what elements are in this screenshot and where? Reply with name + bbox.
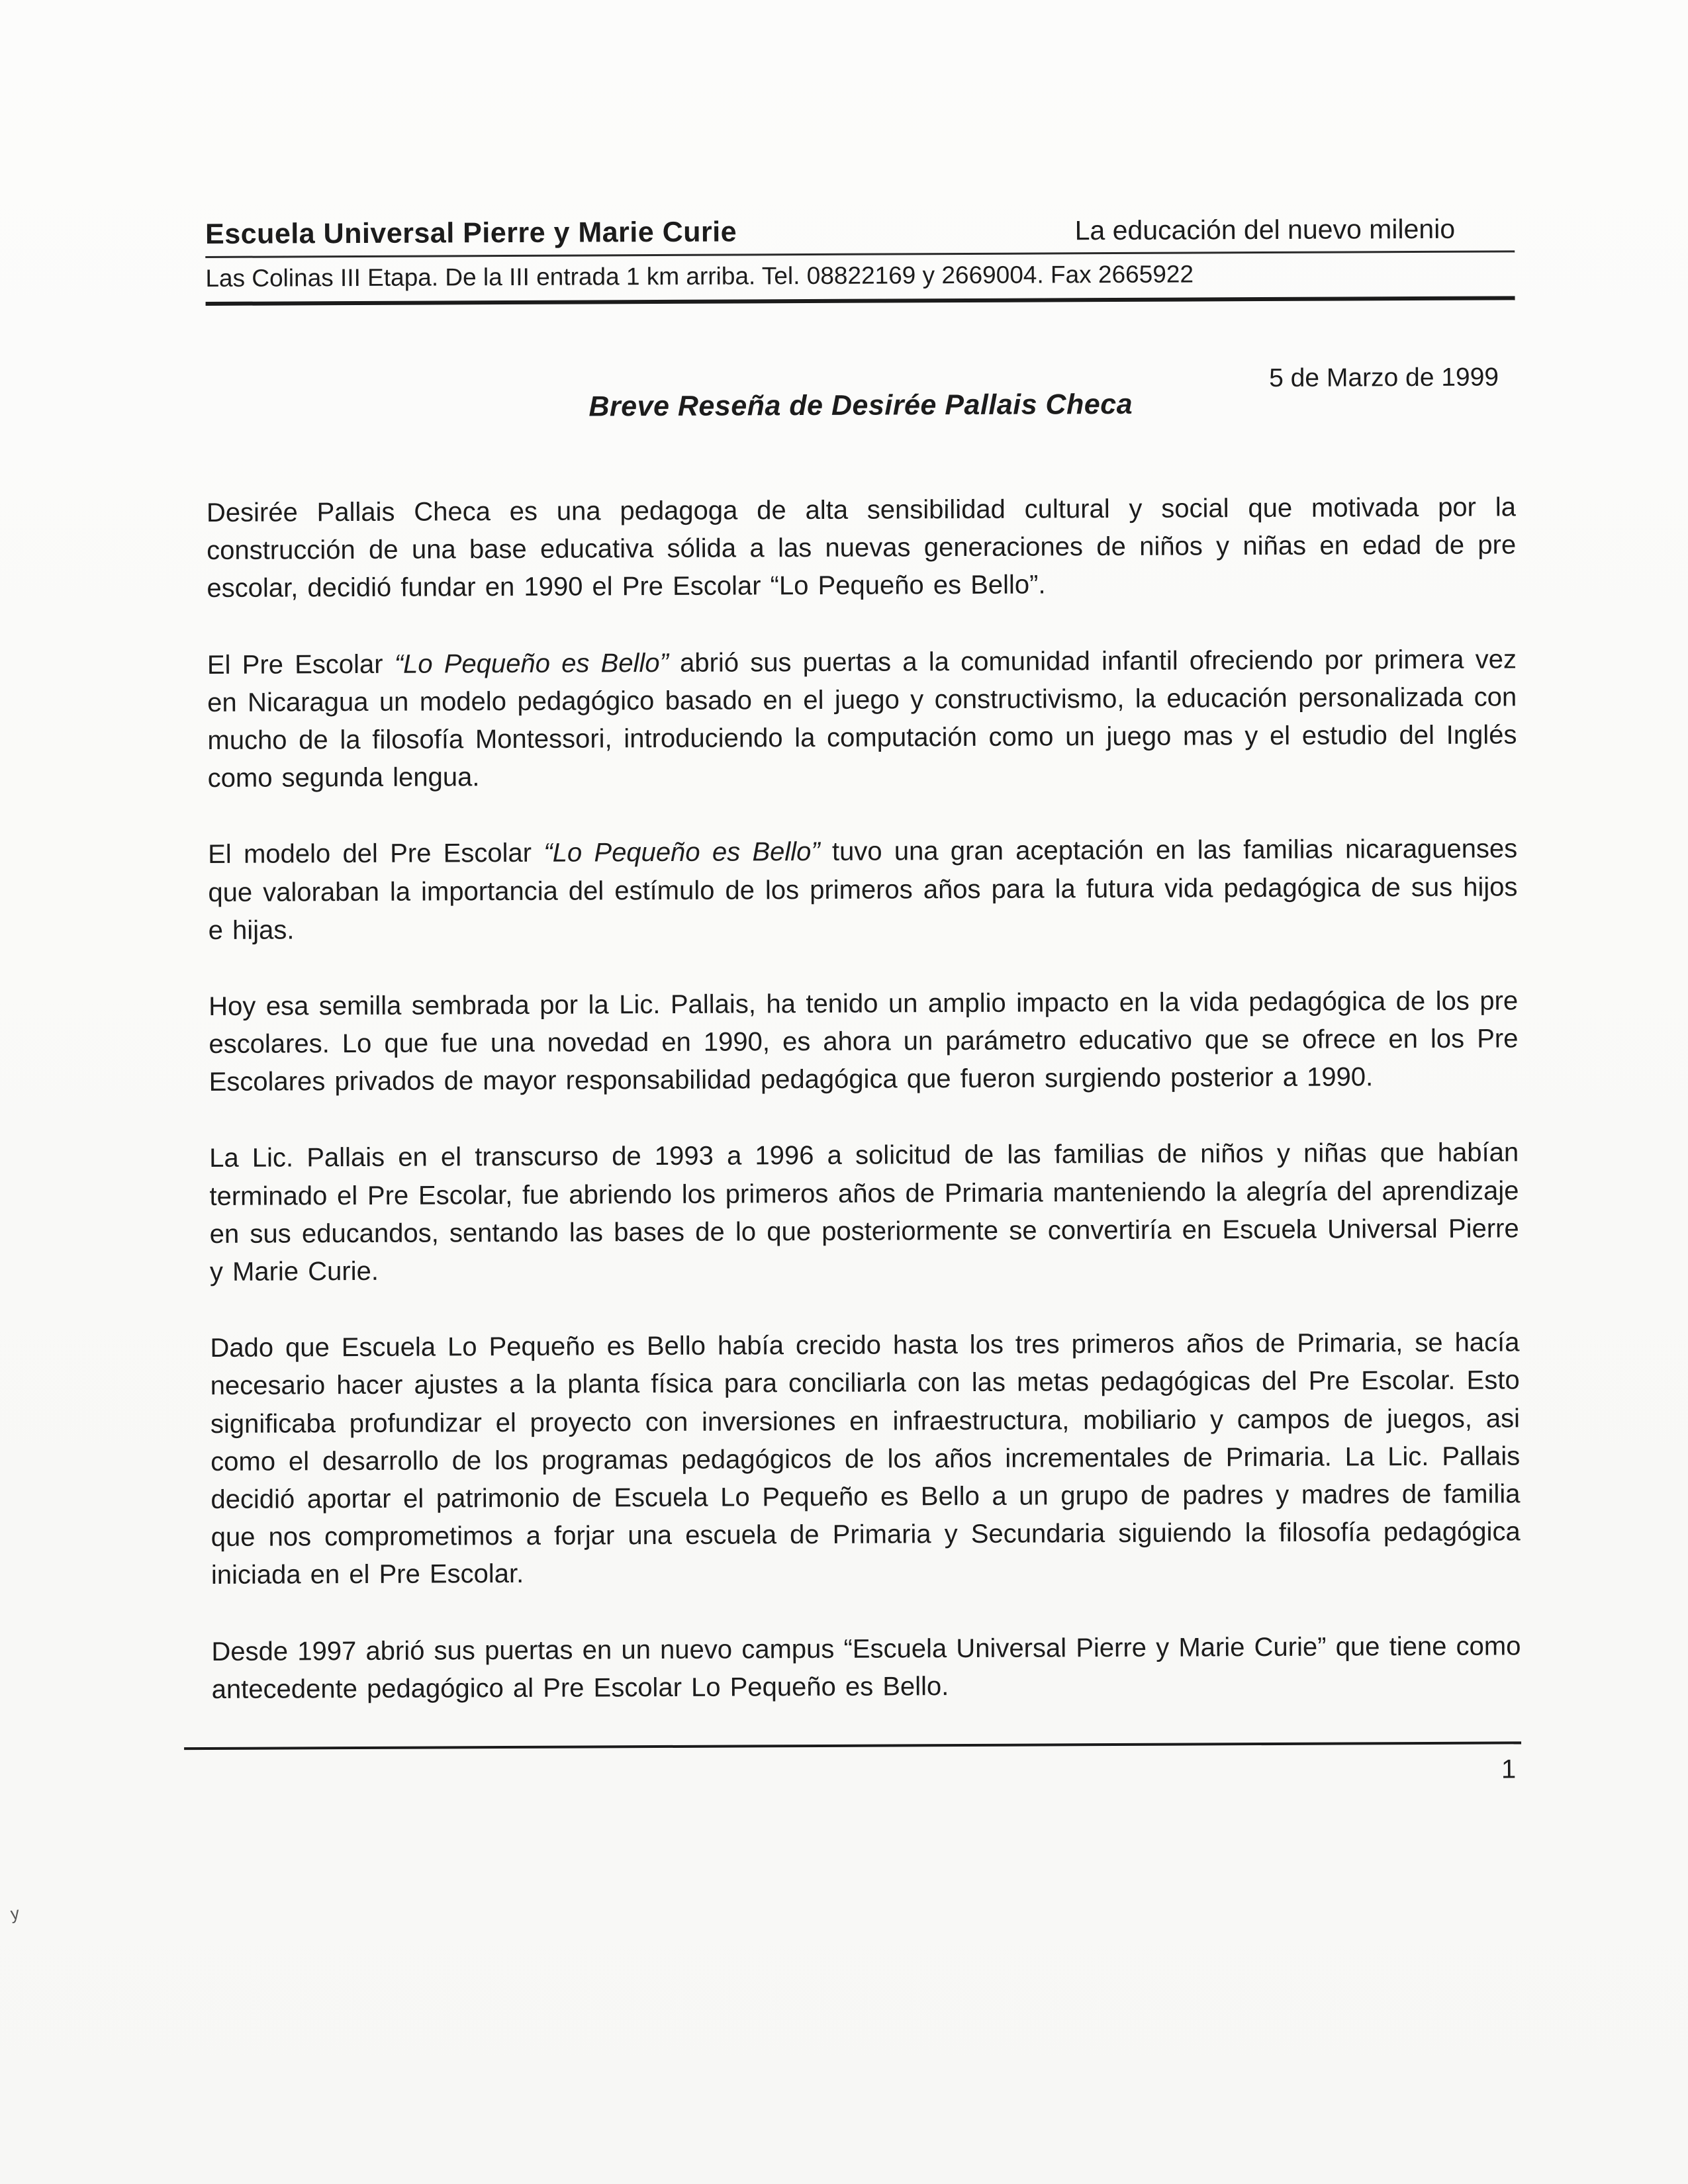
paragraph: [207, 488, 1517, 608]
paragraph: [207, 641, 1517, 797]
paragraph-text: Desirée Pallais Checa es una pedagoga de alta sensibilidad cultural y social que motivada por la construcción de una base educativa sólida a las nuevas generaciones de niños y niñas en edad de pre escolar, decidió fundar en 1990 el Pre Escolar “Lo Pequeño es Bello”.: [206, 492, 1517, 604]
paragraph-text: Dado que Escuela Lo Pequeño es Bello había crecido hasta los tres primeros años de Primaria, se hacía necesario hacer ajustes a la planta física para conciliarla con las metas pedagógicas del Pre Escolar. Esto significaba profundizar el proyecto con inversiones en infraestructura, mobiliario y campos de juegos, asi como el desarrollo de los programas pedagógicos de los años incrementales de Primaria. La Lic. Pallais decidió aportar el patrimonio de Escuela Lo Pequeño es Bello a un grupo de padres y madres de familia que nos comprometimos a forjar una escuela de Primaria y Secundaria siguiendo la filosofía pedagógica iniciada en el Pre Escolar.: [210, 1328, 1521, 1590]
letterhead: [205, 212, 1515, 258]
paragraph-text: El Pre Escolar: [207, 649, 395, 680]
paragraph-text: Desde 1997 abrió sus puertas en un nuevo campus “Escuela Universal Pierre y Marie Curie” que tiene como antecedente pedagógico al Pre Escolar Lo Pequeño es Bello.: [211, 1631, 1521, 1704]
paragraph-text: abrió sus puertas a la comunidad infantil ofreciendo por primera vez en Nicaragua un modelo pedagógico basado en el juego y constructivismo, la educación personalizada con mucho de la filosofía Montessori, introduciendo la computación como un juego mas y el estudio del Inglés como segunda lengua.: [207, 644, 1517, 794]
scan-margin-mark: y: [9, 1903, 21, 1924]
page-number: 1: [1501, 1754, 1517, 1784]
paragraph: [208, 831, 1518, 950]
paragraph: [211, 1627, 1521, 1709]
paragraph: [210, 1324, 1521, 1595]
paragraph-text: Hoy esa semilla sembrada por la Lic. Pallais, ha tenido un amplio impacto en la vida pedagógica de los pre escolares. Lo que fue una novedad en 1990, es ahora un parámetro educativo que se ofrece en los Pre Escolares privados de mayor responsabilidad pedagógica que fueron surgiendo posterior a 1990.: [209, 986, 1519, 1097]
paragraph: [209, 982, 1519, 1101]
school-name: Escuela Universal Pierre y Marie Curie: [205, 216, 737, 250]
school-motto: La educación del nuevo milenio: [1074, 213, 1456, 246]
paragraph-text: tuvo una gran aceptación en las familias nicaraguenses que valoraban la importancia del estímulo de los primeros años para la futura vida pedagógica de sus hijos e hijas.: [208, 834, 1518, 945]
paragraph: [209, 1134, 1519, 1291]
paragraph-text: La Lic. Pallais en el transcurso de 1993 a 1996 a solicitud de las familias de niños y niñas que habían terminado el Pre Escolar, fue abriendo los primeros años de Primaria manteniendo la alegría del aprendizaje en sus educandos, sentando las bases de lo que posteriormente se convertiría en Escuela Universal Pierre y Marie Curie.: [209, 1138, 1519, 1287]
paragraph-emphasis: “Lo Pequeño es Bello”: [543, 837, 820, 868]
paragraph-text: El modelo del Pre Escolar: [208, 839, 544, 870]
document-body: [207, 488, 1521, 1708]
document-title: Breve Reseña de Desirée Pallais Checa: [588, 388, 1133, 423]
footer-rule: [184, 1741, 1521, 1750]
paragraph-emphasis: “Lo Pequeño es Bello”: [394, 648, 669, 679]
document-date: 5 de Marzo de 1999: [1269, 363, 1499, 392]
address-line: Las Colinas III Etapa. De la III entrada 1 km arriba. Tel. 08822169 y 2669004. Fax 2665922: [205, 259, 1515, 306]
document-content: [205, 212, 1521, 1790]
